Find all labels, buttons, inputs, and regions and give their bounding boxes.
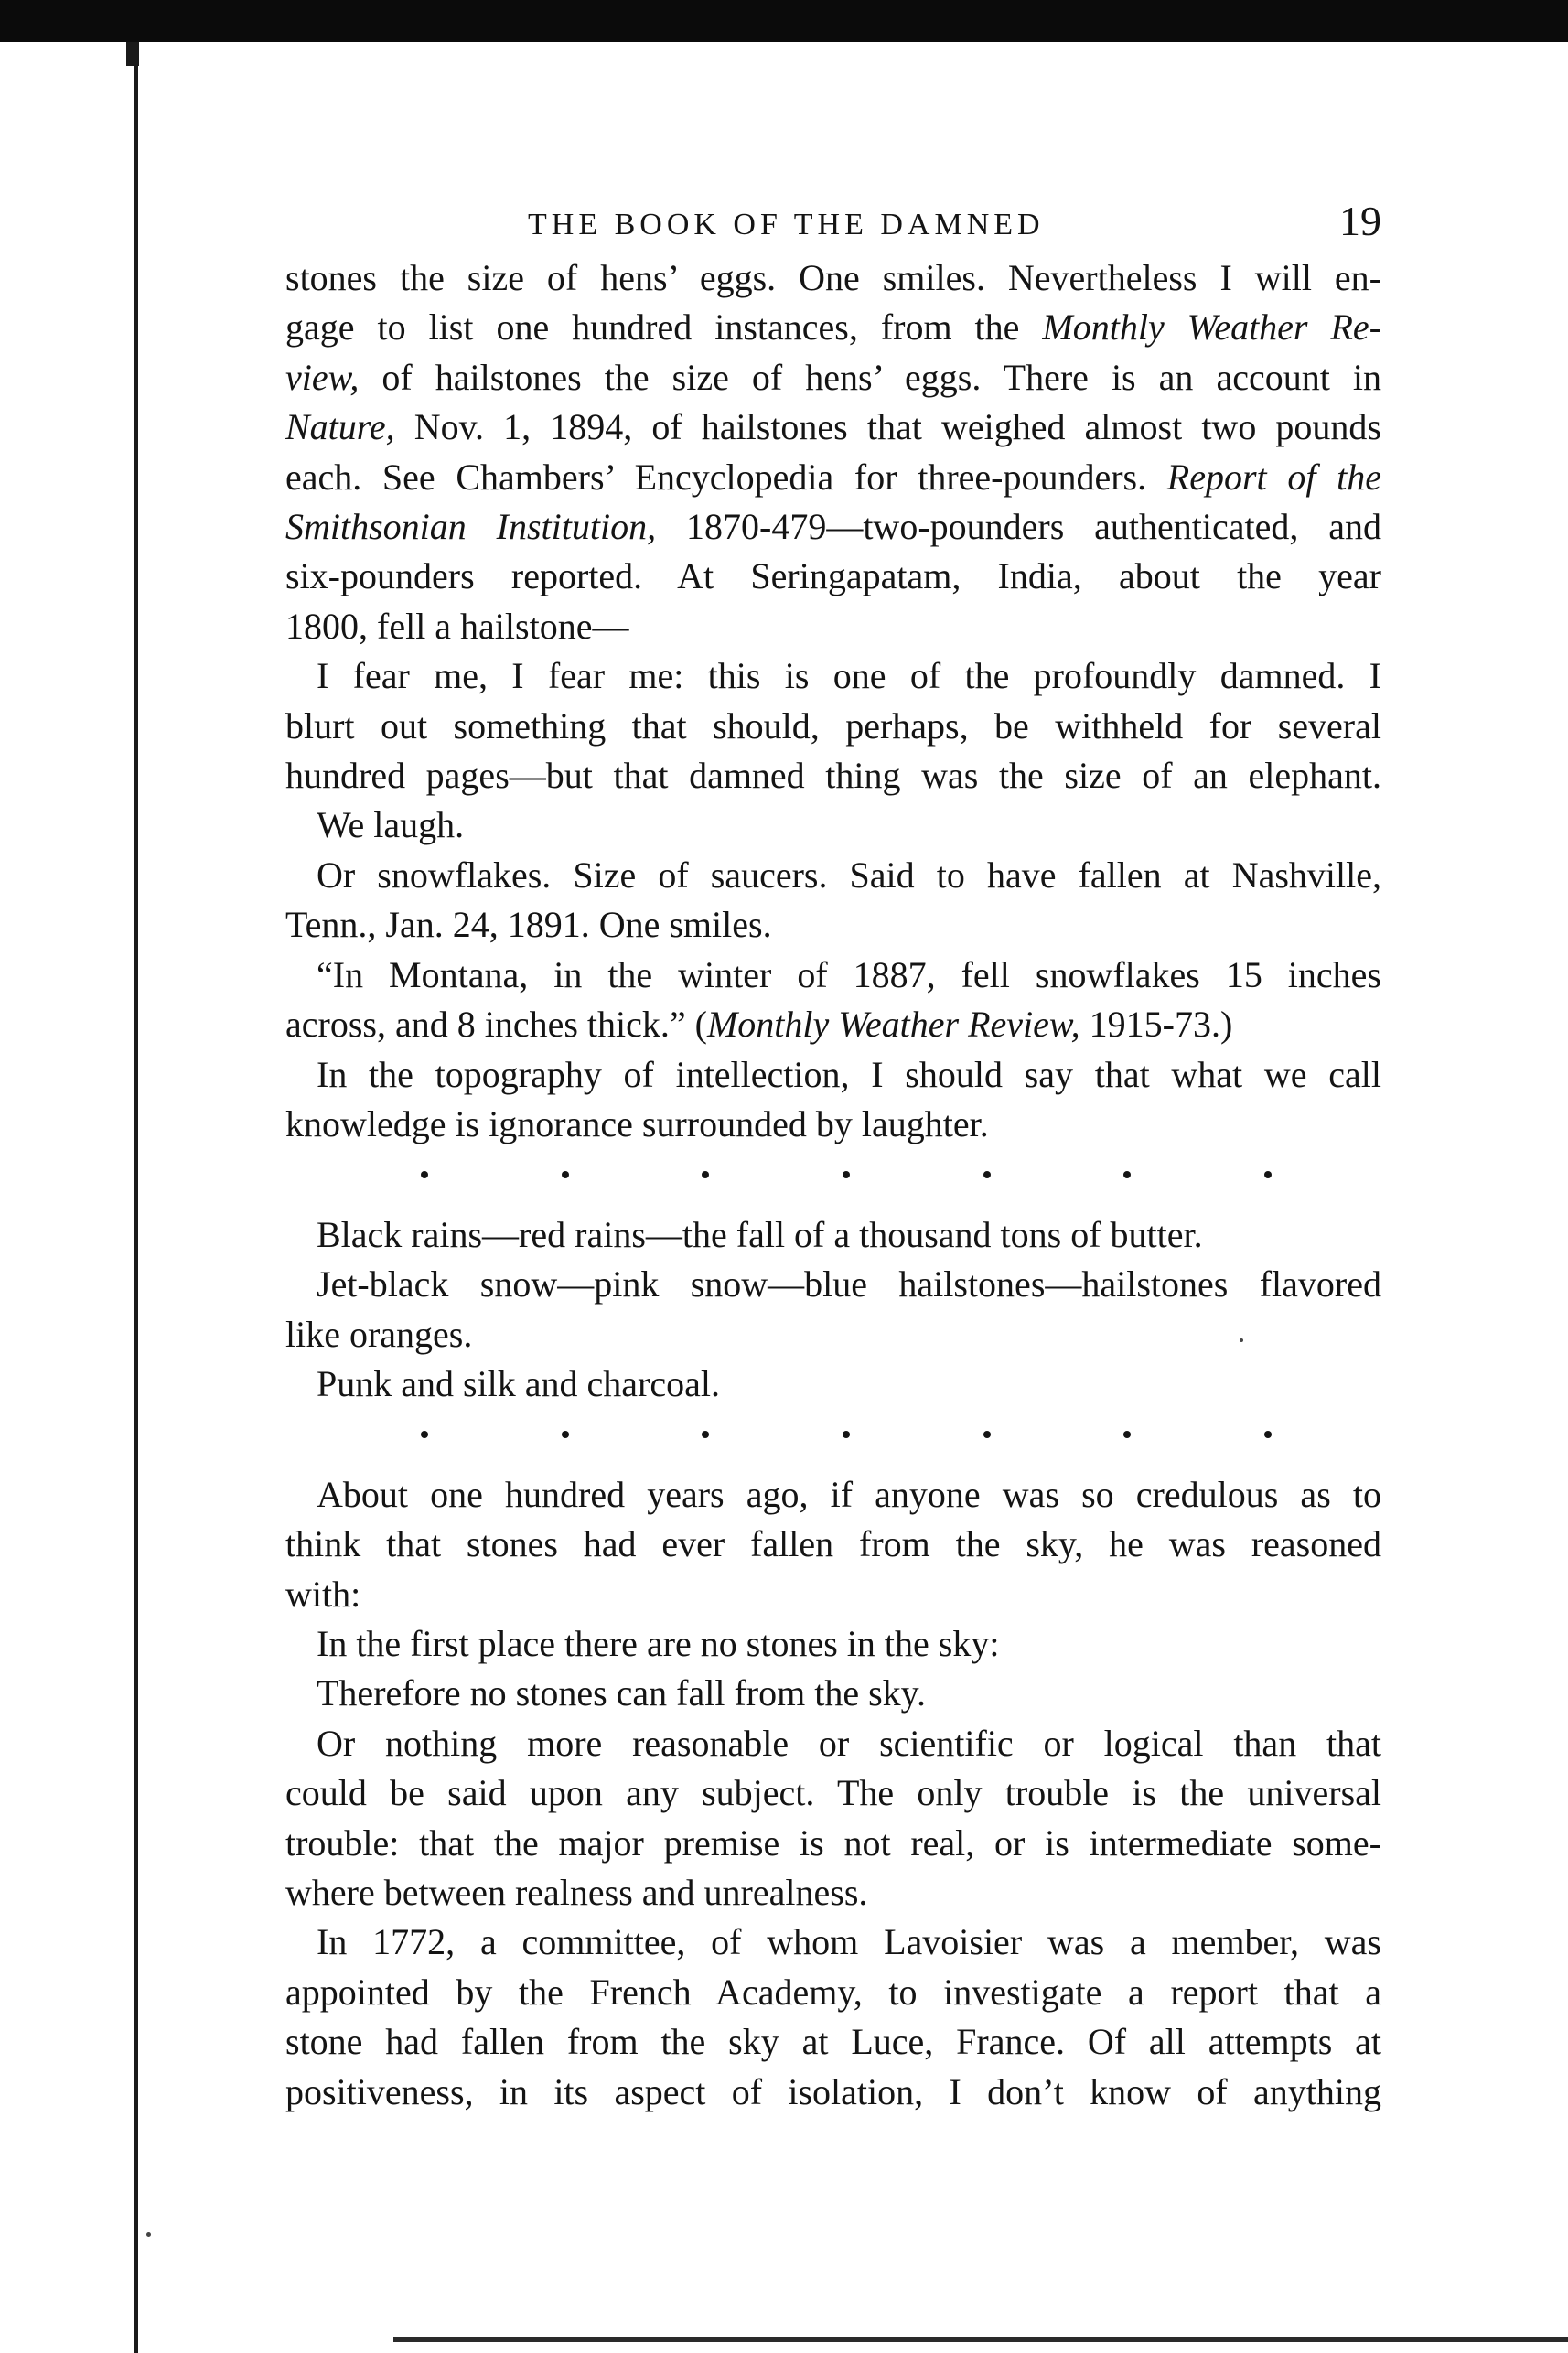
dot <box>702 1431 709 1438</box>
text-line: six-pounders reported. At Seringapatam, India, about the year <box>285 555 1381 597</box>
text-line: stone had fallen from the sky at Luce, France. Of all attempts at <box>285 2021 1381 2063</box>
section-break-dots <box>285 1409 1381 1458</box>
text-line: think that stones had ever fallen from the sky, he was reasoned <box>285 1523 1381 1565</box>
text-line: Black rains—red rains—the fall of a thousand tons of butter. <box>317 1213 1203 1255</box>
dot <box>421 1171 428 1178</box>
dot <box>1264 1171 1272 1178</box>
dot <box>562 1431 569 1438</box>
text-line: where between realness and unrealness. <box>285 1871 868 1913</box>
text-line: Therefore no stones can fall from the sky. <box>317 1672 927 1714</box>
page-number: 19 <box>1339 198 1381 244</box>
paragraph <box>285 253 1381 651</box>
text-line: Or snowflakes. Size of saucers. Said to have fallen at Nashville, <box>317 854 1381 896</box>
dot <box>702 1171 709 1178</box>
paragraph <box>285 1619 1381 1669</box>
text-line: across, and 8 inches thick.” (Monthly Weather Review, 1915-73.) <box>285 1004 1233 1046</box>
text-line: In the topography of intellection, I should say that what we call <box>317 1053 1381 1095</box>
scan-top-border <box>0 0 1568 42</box>
text-line: Or nothing more reasonable or scientific or logical than that <box>317 1722 1381 1764</box>
text-line: Tenn., Jan. 24, 1891. One smiles. <box>285 904 772 946</box>
paragraph <box>285 1470 1381 1619</box>
text-line: could be said upon any subject. The only trouble is the universal <box>285 1772 1381 1814</box>
book-page <box>285 197 1381 2117</box>
text-line: In 1772, a committee, of whom Lavoisier was a member, was <box>317 1921 1381 1963</box>
paragraph <box>285 1918 1381 2117</box>
text-line: knowledge is ignorance surrounded by laughter. <box>285 1102 989 1144</box>
dot <box>562 1171 569 1178</box>
text-line: hundred pages—but that damned thing was the size of an elephant. <box>285 755 1381 797</box>
text-line: blurt out something that should, perhaps, be withheld for several <box>285 704 1381 747</box>
scan-bottom-border <box>393 2337 1568 2342</box>
section-break-dots <box>285 1149 1381 1198</box>
text-line: Jet-black snow—pink snow—blue hailstones—hailstones flavored <box>317 1263 1381 1305</box>
running-head <box>285 197 1381 253</box>
dot <box>843 1431 850 1438</box>
text-line: like oranges. <box>285 1313 473 1355</box>
paragraph <box>285 1050 1381 1150</box>
paragraph <box>285 851 1381 951</box>
text-line: with: <box>285 1573 361 1615</box>
paragraph <box>285 651 1381 800</box>
paragraph <box>285 1719 1381 1918</box>
running-title: THE BOOK OF THE DAMNED <box>528 208 1045 242</box>
dot <box>421 1431 428 1438</box>
text-line: stones the size of hens’ eggs. One smiles. Nevertheless I will en- <box>285 257 1381 298</box>
text-line: I fear me, I fear me: this is one of the profoundly damned. I <box>317 655 1381 697</box>
text-line: each. See Chambers’ Encyclopedia for three-pounders. Report of the <box>285 456 1381 498</box>
paragraph <box>285 1260 1381 1359</box>
dot <box>1123 1171 1131 1178</box>
text-line: positiveness, in its aspect of isolation, I don’t know of anything <box>285 2070 1381 2112</box>
text-line: “In Montana, in the winter of 1887, fell snowflakes 15 inches <box>317 953 1381 995</box>
text-line: Punk and silk and charcoal. <box>317 1362 720 1404</box>
paragraph <box>285 1210 1381 1260</box>
paragraph <box>285 800 1381 850</box>
dot <box>843 1171 850 1178</box>
dot <box>1264 1431 1272 1438</box>
text-line: appointed by the French Academy, to investigate a report that a <box>285 1971 1381 2013</box>
text-line: We laugh. <box>317 804 465 846</box>
text-line: In the first place there are no stones in the sky: <box>317 1622 1000 1664</box>
dot <box>983 1171 991 1178</box>
paragraph <box>285 1669 1381 1718</box>
scan-speck <box>146 2232 151 2237</box>
paragraph <box>285 1359 1381 1409</box>
text-line: trouble: that the major premise is not real, or is intermediate some- <box>285 1821 1381 1864</box>
text-line: About one hundred years ago, if anyone was so credulous as to <box>317 1473 1381 1515</box>
text-line: 1800, fell a hailstone— <box>285 605 629 647</box>
text-line: gage to list one hundred instances, from the Monthly Weather Re- <box>285 306 1381 349</box>
paragraph <box>285 951 1381 1050</box>
text-line: Nature, Nov. 1, 1894, of hailstones that weighed almost two pounds <box>285 406 1381 448</box>
text-line: view, of hailstones the size of hens’ eggs. There is an account in <box>285 356 1381 398</box>
dot <box>983 1431 991 1438</box>
scan-left-border <box>134 42 138 2353</box>
dot <box>1123 1431 1131 1438</box>
text-line: Smithsonian Institution, 1870-479—two-pounders authenticated, and <box>285 506 1381 548</box>
